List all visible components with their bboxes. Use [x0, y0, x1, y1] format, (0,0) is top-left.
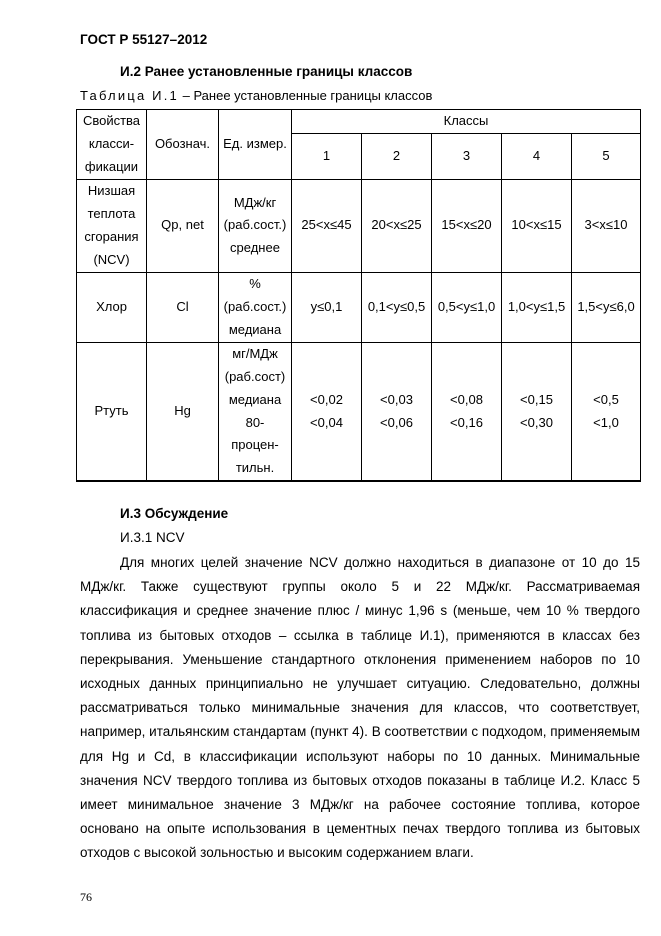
row-value: 1,5<y≤6,0: [572, 272, 641, 342]
row-unit: % (раб.сост.) медиана: [219, 272, 292, 342]
row-property: Ртуть: [77, 342, 147, 481]
row-value: 0,5<y≤1,0: [432, 272, 502, 342]
subsection-heading-ncv: И.3.1 NCV: [120, 530, 185, 545]
table-caption-label: Таблица И.1: [80, 88, 179, 103]
row-symbol: Hg: [147, 342, 219, 481]
table-header-row: [77, 110, 641, 134]
table-row-chlorine: [77, 272, 641, 342]
row-value: 10<x≤15: [502, 179, 572, 272]
row-value: <0,02 <0,04: [292, 342, 362, 481]
row-value: <0,5 <1,0: [572, 342, 641, 481]
row-value: y≤0,1: [292, 272, 362, 342]
header-property: Свойства класси- фикации: [77, 110, 147, 180]
section-heading-i2: И.2 Ранее установленные границы классов: [120, 64, 413, 79]
row-symbol: Qp, net: [147, 179, 219, 272]
row-value: 20<x≤25: [362, 179, 432, 272]
row-value: <0,03 <0,06: [362, 342, 432, 481]
header-unit: Ед. измер.: [219, 110, 292, 180]
row-value: 15<x≤20: [432, 179, 502, 272]
page-number: 76: [80, 890, 92, 904]
table-caption: [80, 88, 432, 103]
class-number: 4: [502, 133, 572, 179]
table-row-ncv: [77, 179, 641, 272]
section-heading-i3: И.3 Обсуждение: [120, 506, 229, 521]
document-code: ГОСТ Р 55127–2012: [80, 32, 208, 47]
row-value: 0,1<y≤0,5: [362, 272, 432, 342]
row-value: <0,08 <0,16: [432, 342, 502, 481]
row-property: Низшая теплота сгорания (NCV): [77, 179, 147, 272]
row-unit: МДж/кг (раб.сост.) среднее: [219, 179, 292, 272]
row-symbol: Cl: [147, 272, 219, 342]
row-value: 3<x≤10: [572, 179, 641, 272]
class-boundaries-table: [76, 109, 641, 482]
header-classes: Классы: [292, 110, 641, 134]
row-unit: мг/МДж (раб.сост) медиана 80- процен- тильн.: [219, 342, 292, 481]
table-row-mercury: [77, 342, 641, 481]
class-number: 3: [432, 133, 502, 179]
table-caption-title: – Ранее установленные границы классов: [178, 88, 433, 103]
row-property: Хлор: [77, 272, 147, 342]
header-symbol: Обознач.: [147, 110, 219, 180]
row-value: 1,0<y≤1,5: [502, 272, 572, 342]
class-number: 1: [292, 133, 362, 179]
row-value: <0,15 <0,30: [502, 342, 572, 481]
row-value: 25<x≤45: [292, 179, 362, 272]
class-number: 5: [572, 133, 641, 179]
body-paragraph: Для многих целей значение NCV должно находиться в диапазоне от 10 до 15 МДж/кг. Также существуют группы около 5 и 22 МДж/кг. Рассматриваемая классификация и среднее значение плюс / минус 1,96 s (меньше, чем 10 % твердого топлива из бытовых отходов – ссылка в таблице И.1), применяются в классах без перекрывания. Уменьшение стандартного отклонения применением наборов по 10 исходных данных принципиально не улучшает ситуацию. Следовательно, должны рассматриваться только минимальные значения для классов, что соответствует, например, итальянским стандартам (пункт 4). В соответствии с подходом, применяемым для Hg и Cd, в классификации используют наборы по 10 данных. Минимальные значения NCV твердого топлива из бытовых отходов показаны в таблице И.2. Класс 5 имеет минимальное значение 3 МДж/кг на рабочее состояние топлива, которое основано на опыте использования в цементных печах твердого топлива из бытовых отходов с высокой зольностью и высоким содержанием влаги.: [80, 555, 640, 861]
class-number: 2: [362, 133, 432, 179]
